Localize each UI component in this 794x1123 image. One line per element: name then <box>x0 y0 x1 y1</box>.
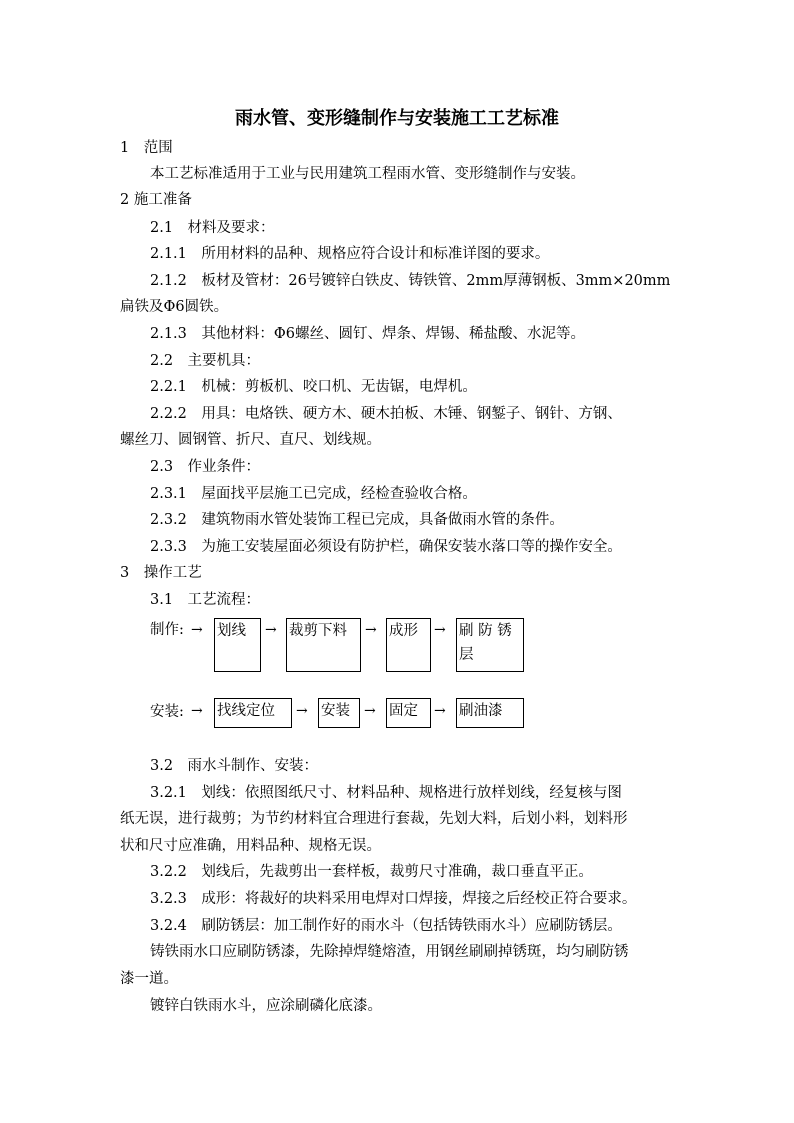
flow-label: 制作: <box>150 622 184 638</box>
paragraph: 2.1.2 板材及管材：26号镀锌白铁皮、铸铁管、2mm厚薄钢板、3mm×20mm <box>150 273 671 289</box>
arrow-right-icon: → <box>364 703 376 719</box>
flow-step-box: 刷油漆 <box>456 698 524 728</box>
subsection-heading: 3.2 雨水斗制作、安装： <box>150 758 319 774</box>
paragraph: 2.1.1 所用材料的品种、规格应符合设计和标准详图的要求。 <box>150 246 550 262</box>
paragraph: 3.2.2 划线后，先裁剪出一套样板，裁剪尺寸准确，裁口垂直平正。 <box>150 864 593 880</box>
paragraph: 2.3.2 建筑物雨水管处装饰工程已完成，具备做雨水管的条件。 <box>150 512 564 528</box>
flow-step-box: 划线 <box>214 618 261 672</box>
section-heading: 2 施工准备 <box>120 192 192 208</box>
flow-step-box: 固定 <box>386 698 431 728</box>
paragraph-continuation: 状和尺寸应准确，用料品种、规格无误。 <box>120 838 381 854</box>
paragraph: 3.2.1 划线：依照图纸尺寸、材料品种、规格进行放样划线，经复核与图 <box>150 785 622 801</box>
flow-step-box: 安装 <box>318 698 360 728</box>
flow-step-box: 刷 防 锈 层 <box>456 618 524 672</box>
paragraph: 2.2.1 机械：剪板机、咬口机、无齿锯，电焊机。 <box>150 379 477 395</box>
arrow-right-icon: → <box>191 622 203 638</box>
paragraph: 2.3.3 为施工安装屋面必须设有防护栏，确保安装水落口等的操作安全。 <box>150 539 622 555</box>
subsection-heading: 2.3 作业条件： <box>150 459 261 475</box>
arrow-right-icon: → <box>434 703 446 719</box>
arrow-right-icon: → <box>434 622 446 638</box>
subsection-heading: 2.1 材料及要求： <box>150 220 275 236</box>
paragraph-continuation: 漆一道。 <box>120 971 178 987</box>
paragraph: 3.2.3 成形：将裁好的块料采用电焊对口焊接，焊接之后经校正符合要求。 <box>150 891 637 907</box>
paragraph-continuation: 扁铁及Φ6圆铁。 <box>120 299 229 315</box>
arrow-right-icon: → <box>296 703 308 719</box>
paragraph: 铸铁雨水口应刷防锈漆，先除掉焊缝熔渣，用钢丝刷刷掉锈斑，均匀刷防锈 <box>150 944 629 960</box>
paragraph: 2.1.3 其他材料：Φ6螺丝、圆钉、焊条、焊锡、稀盐酸、水泥等。 <box>150 326 586 342</box>
arrow-right-icon: → <box>191 703 203 719</box>
paragraph: 镀锌白铁雨水斗，应涂刷磷化底漆。 <box>150 998 382 1014</box>
subsection-heading: 2.2 主要机具： <box>150 353 261 369</box>
section-heading: 1 范围 <box>120 140 173 156</box>
paragraph-continuation: 螺丝刀、圆钢管、折尺、直尺、划线规。 <box>120 432 381 448</box>
flow-step-box: 裁剪下料 <box>286 618 361 672</box>
subsection-heading: 3.1 工艺流程： <box>150 592 261 608</box>
flow-step-box: 找线定位 <box>214 698 292 728</box>
arrow-right-icon: → <box>365 622 377 638</box>
section-heading: 3 操作工艺 <box>120 565 202 581</box>
flow-label: 安装: <box>150 704 184 720</box>
arrow-right-icon: → <box>265 622 277 638</box>
page-title: 雨水管、变形缝制作与安装施工工艺标准 <box>235 108 559 129</box>
paragraph-continuation: 纸无误，进行裁剪；为节约材料宜合理进行套裁，先划大料，后划小料，划料形 <box>120 811 628 827</box>
paragraph: 2.3.1 屋面找平层施工已完成，经检查验收合格。 <box>150 486 477 502</box>
paragraph: 3.2.4 刷防锈层：加工制作好的雨水斗（包括铸铁雨水斗）应刷防锈层。 <box>150 918 622 934</box>
flow-step-box: 成形 <box>386 618 431 672</box>
paragraph: 本工艺标准适用于工业与民用建筑工程雨水管、变形缝制作与安装。 <box>150 166 585 182</box>
paragraph: 2.2.2 用具：电烙铁、硬方木、硬木拍板、木锤、钢錾子、钢针、方钢、 <box>150 406 622 422</box>
